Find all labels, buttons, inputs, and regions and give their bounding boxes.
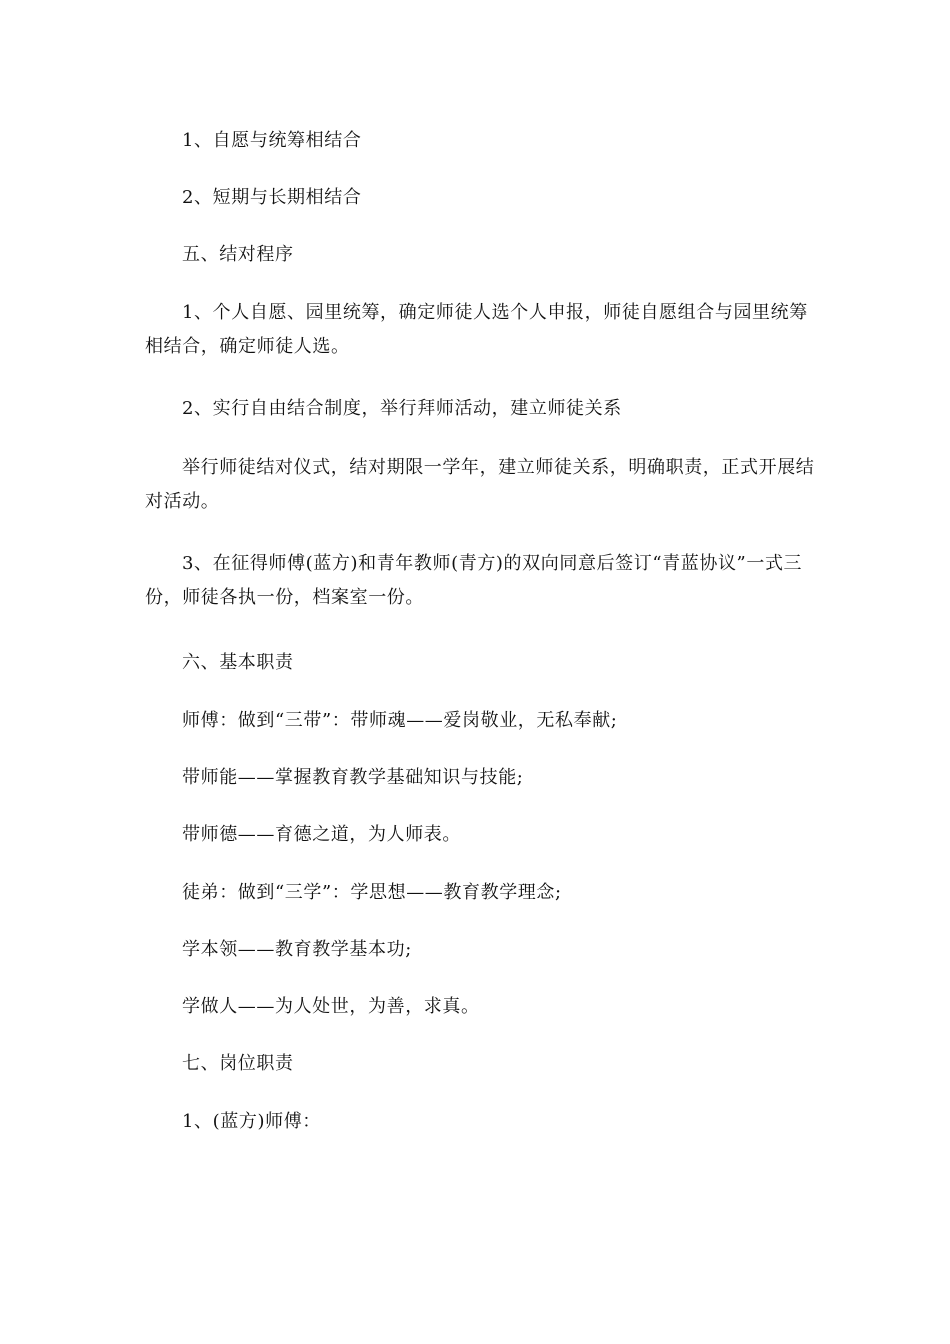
paragraph: 带师德——育德之道，为人师表。 (182, 824, 461, 845)
paragraph: 2、短期与长期相结合 (182, 187, 362, 208)
paragraph: 1、个人自愿、园里统筹，确定师徒人选个人申报，师徒自愿组合与园里统筹相结合，确定师徒人选。 (145, 302, 808, 357)
paragraph: 学本领——教育教学基本功; (182, 939, 412, 960)
paragraph: 3、在征得师傅(蓝方)和青年教师(青方)的双向同意后签订“青蓝协议”一式三份，师徒各执一份，档案室一份。 (145, 553, 803, 608)
section-heading: 五、结对程序 (182, 244, 294, 265)
paragraph: 举行师徒结对仪式，结对期限一学年，建立师徒关系，明确职责，正式开展结对活动。 (145, 457, 815, 512)
paragraph: 徒弟：做到“三学”：学思想——教育教学理念; (182, 882, 562, 903)
section-heading: 六、基本职责 (182, 652, 294, 673)
paragraph: 带师能——掌握教育教学基础知识与技能; (182, 767, 524, 788)
paragraph: 学做人——为人处世，为善，求真。 (182, 996, 480, 1017)
paragraph: 2、实行自由结合制度，举行拜师活动，建立师徒关系 (182, 398, 622, 419)
paragraph: 1、自愿与统筹相结合 (182, 130, 362, 151)
paragraph: 1、(蓝方)师傅： (182, 1111, 321, 1132)
section-heading: 七、岗位职责 (182, 1053, 294, 1074)
paragraph: 师傅：做到“三带”：带师魂——爱岗敬业，无私奉献; (182, 710, 618, 731)
